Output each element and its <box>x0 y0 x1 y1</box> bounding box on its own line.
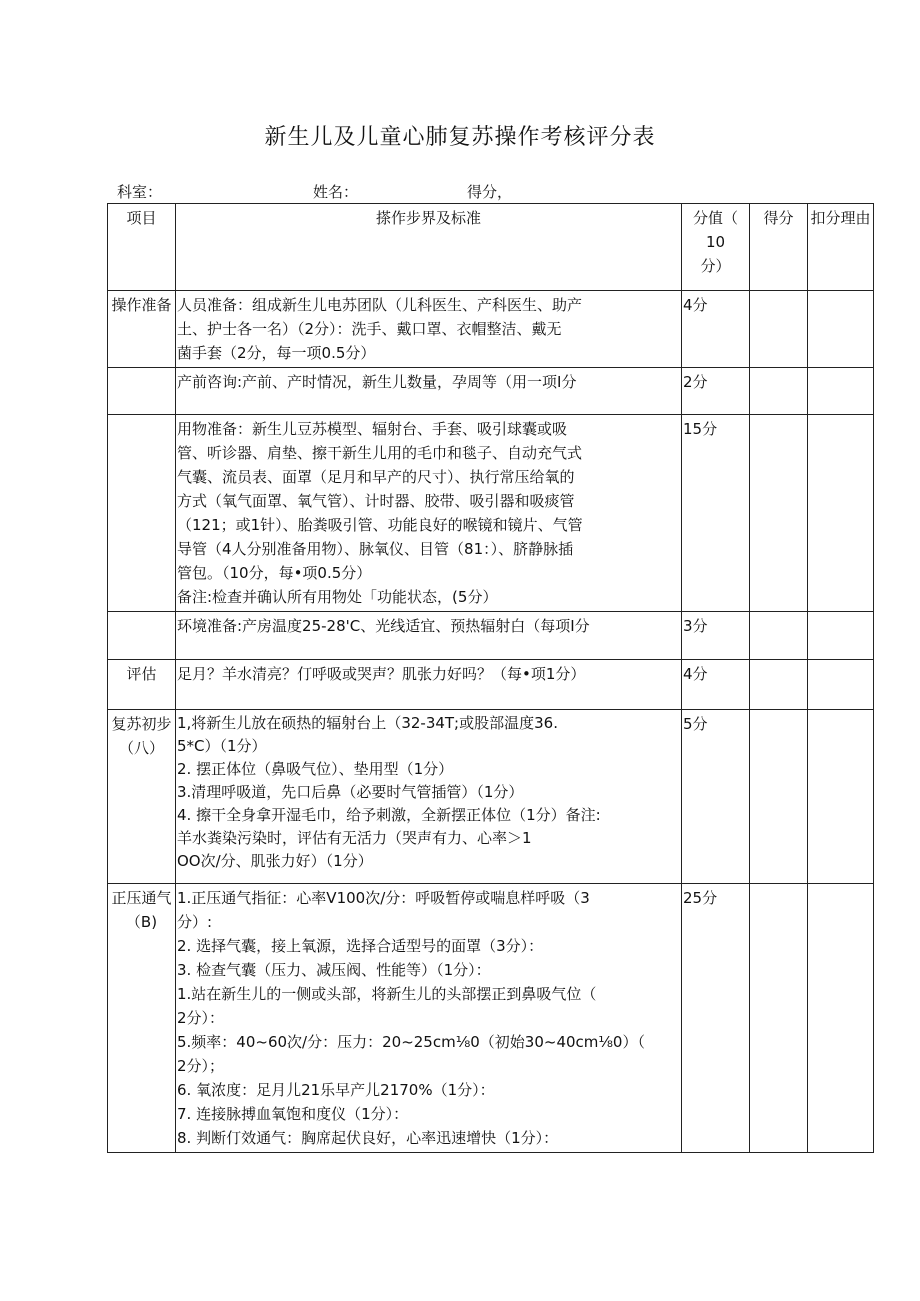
standard-line: 8. 判断仃效通气：胸席起伏良好，心率迅速增快（1分）： <box>177 1129 559 1147</box>
got-score-cell <box>750 660 808 710</box>
reason-cell <box>808 612 874 660</box>
standard-line: OO次/分、肌张力好）（1分） <box>177 852 373 870</box>
standard-line: 分）: <box>177 913 213 931</box>
standard-line: 环境准备:产房温度25-28'C、光线适宜、预热辐射白（每项I分 <box>177 617 590 635</box>
item-cell: 操作准备 <box>108 291 176 368</box>
reason-cell <box>808 660 874 710</box>
standard-line: 导管（4人分别准备用物）、脉氧仪、目管（81：）、脐静脉插 <box>177 540 574 558</box>
reason-cell <box>808 710 874 884</box>
standard-line: 管包。（10分，每•项0.5分） <box>177 564 372 582</box>
max-score-cell: 5分 <box>682 710 750 884</box>
standard-line: （121；或1针）、胎粪吸引管、功能良好的喉镜和镜片、气管 <box>177 516 583 534</box>
standard-cell <box>176 710 682 884</box>
standard-line: 2. 选择气囊，接上氧源，选择合适型号的面罩（3分）： <box>177 937 544 955</box>
standard-line: 3.清理呼吸道，先口后鼻（必要时气管插管）（1分） <box>177 783 524 801</box>
standard-line: 2分）； <box>177 1057 225 1075</box>
standard-line: 土、护士各一名）（2分）：洗手、戴口罩、衣帽整洁、戴无 <box>177 320 562 338</box>
header-max-a: 分值（ <box>692 209 738 227</box>
standard-line: 5.频率：40~60次/分：压力：20~25cm⅛0（初始30~40cm⅛0）（ <box>177 1033 645 1051</box>
max-score-cell: 25分 <box>682 884 750 1153</box>
standard-line: 方式（氧气面罩、氧气管）、计时器、胶带、吸引器和吸痰管 <box>177 492 575 510</box>
got-score-cell <box>750 884 808 1153</box>
score-label: 得分， <box>467 183 513 201</box>
header-max-score <box>682 204 750 291</box>
table-row <box>108 660 874 710</box>
standard-line: 产前咨询:产前、产时情况，新生儿数量，孕周等（用一项I分 <box>177 373 577 391</box>
header-max-b: 10 <box>705 233 726 251</box>
got-score-cell <box>750 415 808 612</box>
standard-cell <box>176 660 682 710</box>
max-score-cell: 3分 <box>682 612 750 660</box>
standard-line: 1,将新生儿放在硕热的辐射台上（32-34T;或股部温度36. <box>177 714 558 732</box>
reason-cell <box>808 368 874 415</box>
table-row <box>108 415 874 612</box>
max-score-cell: 15分 <box>682 415 750 612</box>
standard-line: 用物准备：新生儿豆苏模型、辐射台、手套、吸引球囊或吸 <box>177 420 568 438</box>
standard-cell <box>176 368 682 415</box>
item-cell <box>108 612 176 660</box>
standard-cell <box>176 291 682 368</box>
header-item: 项目 <box>108 204 176 291</box>
item-cell: 复苏初步（八） <box>108 710 176 884</box>
table-row <box>108 368 874 415</box>
page-title: 新生儿及儿童心肺复苏操作考核评分表 <box>264 125 656 150</box>
department-label: 科室： <box>117 183 163 201</box>
standard-line: 菌手套（2分，每一项0.5分） <box>177 344 376 362</box>
standard-line: 2分）： <box>177 1009 225 1027</box>
item-cell <box>108 368 176 415</box>
reason-cell <box>808 415 874 612</box>
got-score-cell <box>750 612 808 660</box>
standard-line: 人员准备：组成新生儿电苏团队（儿科医生、产科医生、助产 <box>177 296 583 314</box>
score-table <box>107 203 874 1153</box>
table-row <box>108 710 874 884</box>
item-cell <box>108 415 176 612</box>
standard-line: 足月？羊水清亮？仃呼吸或哭声？肌张力好吗？（每•项1分） <box>177 665 586 683</box>
header-got-score: 得分 <box>750 204 808 291</box>
standard-cell <box>176 612 682 660</box>
name-label: 姓名： <box>313 183 359 201</box>
item-cell: 正压通气（B) <box>108 884 176 1153</box>
max-score-cell: 4分 <box>682 660 750 710</box>
table-row <box>108 291 874 368</box>
header-max-c: 分） <box>700 257 731 275</box>
got-score-cell <box>750 368 808 415</box>
standard-line: 5*C）（1分） <box>177 737 267 755</box>
standard-line: 3. 检查气囊（压力、减压阀、性能等）（1分）： <box>177 961 491 979</box>
standard-line: 1.站在新生儿的一侧或头部，将新生儿的头部摆正到鼻吸气位（ <box>177 985 597 1003</box>
standard-line: 7. 连接脉搏血氧饱和度仪（1分）： <box>177 1105 409 1123</box>
standard-line: 气囊、流员表、面罩（足月和早产的尺寸）、执行常压给氧的 <box>177 468 575 486</box>
standard-line: 6. 氧浓度：足月儿21乐早产儿2170%（1分）： <box>177 1081 495 1099</box>
standard-line: 4. 擦干全身拿开湿毛巾，给予刺激，全新摆正体位（1分）备注: <box>177 806 601 824</box>
max-score-cell: 2分 <box>682 368 750 415</box>
standard-line: 管、听诊器、肩垫、擦干新生儿用的毛巾和毯子、自动充气式 <box>177 444 583 462</box>
standard-line: 1.正压通气指征：心率V100次/分：呼吸暂停或喘息样呼吸（3 <box>177 889 590 907</box>
item-cell: 评估 <box>108 660 176 710</box>
header-row <box>108 204 874 291</box>
standard-cell <box>176 415 682 612</box>
table-row <box>108 884 874 1153</box>
standard-line: 2. 摆正体位（鼻吸气位）、垫用型（1分） <box>177 760 454 778</box>
max-score-cell: 4分 <box>682 291 750 368</box>
standard-line: 备注:检查并确认所有用物处「功能状态，(5分） <box>177 588 498 606</box>
table-row <box>108 612 874 660</box>
got-score-cell <box>750 710 808 884</box>
standard-line: 羊水粪染污染时，评估有无活力（哭声有力、心率＞1 <box>177 829 532 847</box>
standard-cell <box>176 884 682 1153</box>
header-deduction-reason: 扣分理由 <box>808 204 874 291</box>
got-score-cell <box>750 291 808 368</box>
header-standard: 搽作步界及标准 <box>176 204 682 291</box>
reason-cell <box>808 291 874 368</box>
reason-cell <box>808 884 874 1153</box>
